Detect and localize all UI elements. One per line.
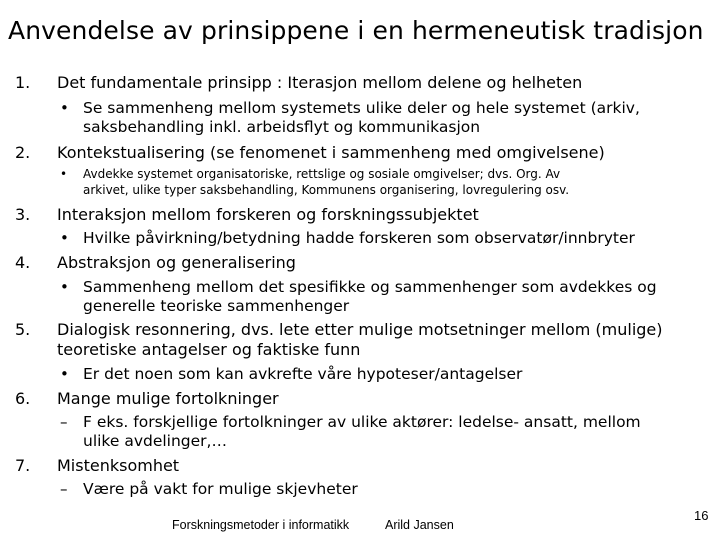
sub-item-text: Er det noen som kan avkrefte våre hypoteser/antagelser <box>83 365 523 383</box>
sub-item-text: F eks. forskjellige fortolkninger av ulike aktører: ledelse- ansatt, mellom <box>83 413 641 431</box>
dash-icon: – <box>60 480 68 498</box>
sub-item-text: Se sammenheng mellom systemets ulike deler og hele systemet (arkiv, <box>83 99 640 117</box>
sub-item-text: Sammenheng mellom det spesifikke og sammenhenger som avdekkes og <box>83 278 657 296</box>
bullet-icon: • <box>60 229 69 247</box>
item-text: Mange mulige fortolkninger <box>57 389 279 408</box>
sub-item-text: Hvilke påvirkning/betydning hadde forskeren som observatør/innbryter <box>83 229 635 247</box>
item-text: teoretiske antagelser og faktiske funn <box>57 340 361 359</box>
item-number: 7. <box>15 456 31 475</box>
item-text: Interaksjon mellom forskeren og forskningssubjektet <box>57 205 479 224</box>
sub-item-text: Avdekke systemet organisatoriske, rettslige og sosiale omgivelser; dvs. Org. Av <box>83 167 561 181</box>
sub-item-text: arkivet, ulike typer saksbehandling, Kommunens organisering, lovregulering osv. <box>83 183 570 197</box>
bullet-icon: • <box>60 278 69 296</box>
bullet-icon: • <box>60 365 69 383</box>
slide-title: Anvendelse av prinsippene i en hermeneutisk tradisjon <box>8 16 704 45</box>
footer-course: Forskningsmetoder i informatikk <box>172 518 350 532</box>
footer-author: Arild Jansen <box>385 518 454 532</box>
item-number: 4. <box>15 253 31 272</box>
item-number: 2. <box>15 143 31 162</box>
item-number: 5. <box>15 320 31 339</box>
sub-item-text: generelle teoriske sammenhenger <box>83 297 350 315</box>
item-text: Abstraksjon og generalisering <box>57 253 296 272</box>
item-number: 1. <box>15 73 31 92</box>
sub-item-text: saksbehandling inkl. arbeidsflyt og kommunikasjon <box>83 118 481 136</box>
item-text: Mistenksomhet <box>57 456 180 475</box>
dash-icon: – <box>60 413 68 431</box>
item-number: 3. <box>15 205 31 224</box>
sub-item-text: Være på vakt for mulige skjevheter <box>83 480 358 498</box>
item-text: Det fundamentale prinsipp : Iterasjon mellom delene og helheten <box>57 73 583 92</box>
bullet-icon: • <box>60 167 68 181</box>
item-text: Kontekstualisering (se fenomenet i sammenheng med omgivelsene) <box>57 143 605 162</box>
item-text: Dialogisk resonnering, dvs. lete etter mulige motsetninger mellom (mulige) <box>57 320 663 339</box>
bullet-icon: • <box>60 99 69 117</box>
sub-item-text: ulike avdelinger,… <box>83 432 227 450</box>
item-number: 6. <box>15 389 31 408</box>
page-number: 16 <box>694 508 709 523</box>
